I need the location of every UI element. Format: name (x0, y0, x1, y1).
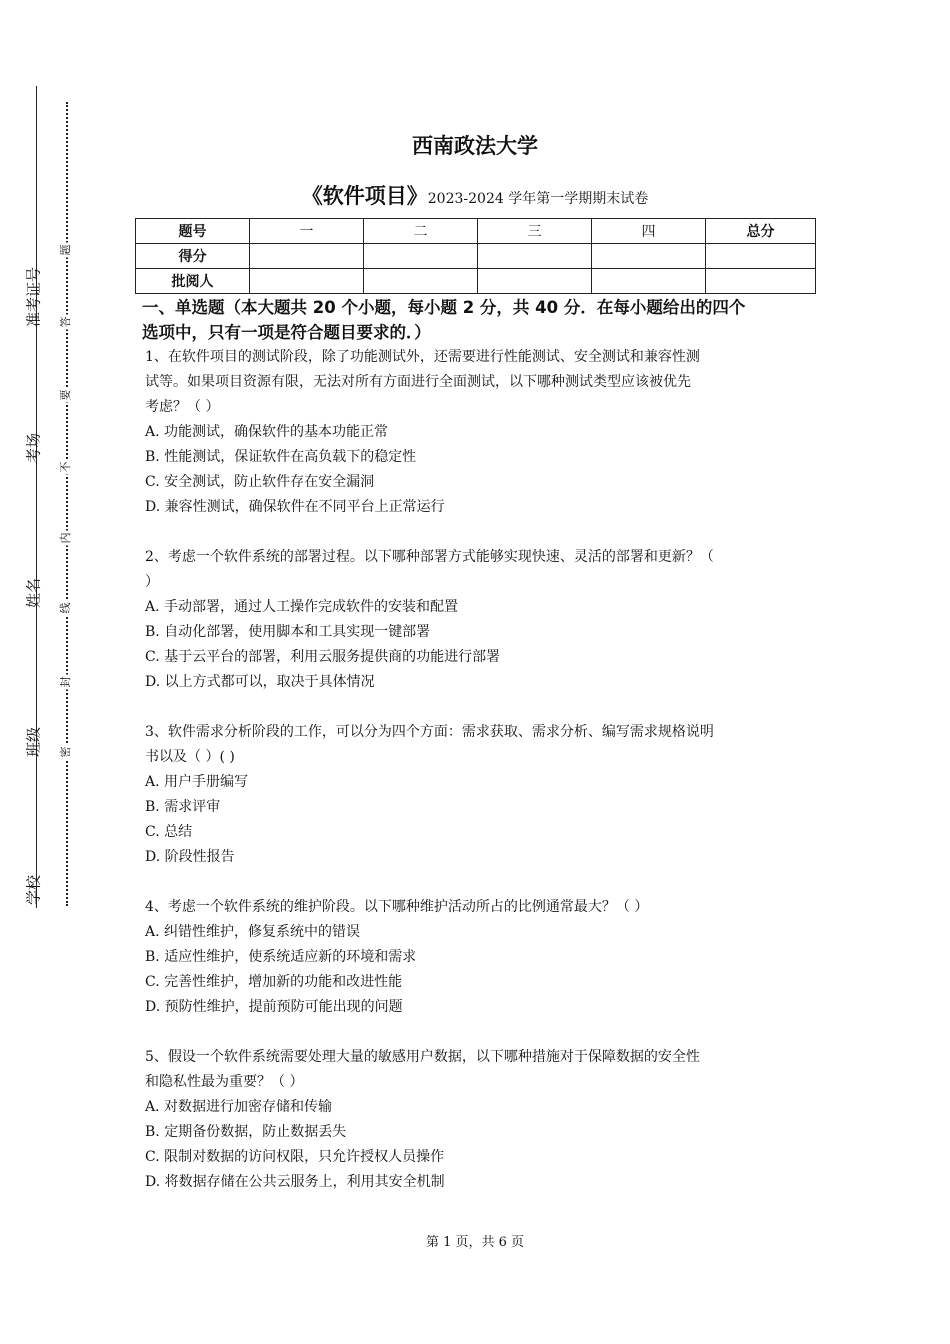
option-a: A. 纠错性维护，修复系统中的错误 (145, 924, 361, 940)
score-cell[interactable] (706, 244, 816, 269)
question-text: 试等。如果项目资源有限，无法对所有方面进行全面测试，以下哪种测试类型应该被优先 (145, 374, 691, 390)
score-cell[interactable] (478, 269, 592, 294)
question-text: 和隐私性最为重要？（ ） (145, 1074, 304, 1090)
question-text: 3、软件需求分析阶段的工作，可以分为四个方面：需求获取、需求分析、编写需求规格说明 (145, 724, 714, 740)
question-text: ） (145, 574, 159, 590)
label-exam-number: 准考证号 (24, 266, 43, 328)
score-cell[interactable] (364, 244, 478, 269)
question-5 (145, 1045, 810, 1195)
option-a: A. 用户手册编写 (145, 774, 249, 790)
question-3 (145, 720, 810, 870)
score-table-row (136, 269, 816, 294)
course-title: 《软件项目》 (301, 184, 428, 208)
score-cell[interactable] (364, 269, 478, 294)
score-cell[interactable] (250, 269, 364, 294)
score-header-cell: 三 (478, 219, 592, 244)
option-a: A. 功能测试，确保软件的基本功能正常 (145, 424, 389, 440)
score-header-cell: 一 (250, 219, 364, 244)
option-c: C. 完善性维护，增加新的功能和改进性能 (145, 974, 403, 990)
question-1 (145, 345, 810, 520)
score-cell[interactable] (706, 269, 816, 294)
score-cell[interactable] (250, 244, 364, 269)
question-text: 书以及（ ）( ) (145, 749, 235, 765)
option-c: C. 安全测试，防止软件存在安全漏洞 (145, 474, 375, 490)
option-d: D. 将数据存储在公共云服务上，利用其安全机制 (145, 1174, 445, 1190)
section-heading: 选项中，只有一项是符合题目要求的．） (142, 323, 431, 342)
score-cell[interactable] (592, 269, 706, 294)
option-b: B. 定期备份数据，防止数据丢失 (145, 1124, 347, 1140)
binding-line-dotted (66, 102, 68, 906)
seal-char: 要 (59, 389, 72, 401)
label-exam-room: 考场 (24, 432, 43, 464)
score-cell[interactable] (478, 244, 592, 269)
score-header-cell: 总分 (706, 219, 816, 244)
exam-content (142, 295, 810, 1195)
label-school: 学校 (24, 874, 43, 906)
option-b: B. 适应性维护，使系统适应新的环境和需求 (145, 949, 417, 965)
page-footer: 第 1 页，共 6 页 (425, 1235, 525, 1250)
seal-char: 封 (59, 676, 72, 688)
seal-char: 密 (59, 746, 72, 758)
seal-char: 不 (59, 461, 72, 473)
exam-subtitle (0, 180, 950, 210)
score-header-cell: 二 (364, 219, 478, 244)
score-table-header-row (136, 219, 816, 244)
score-cell[interactable] (592, 244, 706, 269)
option-a: A. 对数据进行加密存储和传输 (145, 1099, 333, 1115)
seal-char: 题 (59, 244, 72, 256)
question-text: 考虑？（ ） (145, 399, 220, 415)
option-d: D. 阶段性报告 (145, 849, 235, 865)
option-b: B. 性能测试，保证软件在高负载下的稳定性 (145, 449, 417, 465)
option-b: B. 需求评审 (145, 799, 221, 815)
option-d: D. 兼容性测试，确保软件在不同平台上正常运行 (145, 499, 445, 515)
score-table-row (136, 244, 816, 269)
term-title: 2023-2024 学年第一学期期末试卷 (427, 191, 649, 207)
option-c: C. 基于云平台的部署，利用云服务提供商的功能进行部署 (145, 649, 501, 665)
option-d: D. 以上方式都可以，取决于具体情况 (145, 674, 375, 690)
score-row-label: 批阅人 (136, 269, 250, 294)
question-text: 4、考虑一个软件系统的维护阶段。以下哪种维护活动所占的比例通常最大？（ ） (145, 899, 649, 915)
section-heading: 一、单选题（本大题共 20 个小题，每小题 2 分，共 40 分．在每小题给出的四个 (142, 298, 746, 317)
question-text: 5、假设一个软件系统需要处理大量的敏感用户数据，以下哪种措施对于保障数据的安全性 (145, 1049, 700, 1065)
seal-char: 线 (59, 602, 72, 614)
label-class: 班级 (24, 726, 43, 758)
option-d: D. 预防性维护，提前预防可能出现的问题 (145, 999, 403, 1015)
score-table (135, 218, 816, 294)
question-text: 2、考虑一个软件系统的部署过程。以下哪种部署方式能够实现快速、灵活的部署和更新？（ (145, 549, 714, 565)
seal-char: 内 (59, 532, 72, 544)
option-c: C. 限制对数据的访问权限，只允许授权人员操作 (145, 1149, 445, 1165)
option-c: C. 总结 (145, 824, 193, 840)
question-text: 1、在软件项目的测试阶段，除了功能测试外，还需要进行性能测试、安全测试和兼容性测 (145, 349, 700, 365)
question-2 (145, 545, 810, 695)
label-name: 姓名 (24, 577, 43, 609)
option-a: A. 手动部署，通过人工操作完成软件的安装和配置 (145, 599, 459, 615)
score-header-cell: 四 (592, 219, 706, 244)
school-title: 西南政法大学 (412, 134, 538, 158)
score-header-cell: 题号 (136, 219, 250, 244)
question-4 (145, 895, 810, 1020)
seal-char: 答 (59, 316, 72, 328)
score-row-label: 得分 (136, 244, 250, 269)
option-b: B. 自动化部署，使用脚本和工具实现一键部署 (145, 624, 431, 640)
